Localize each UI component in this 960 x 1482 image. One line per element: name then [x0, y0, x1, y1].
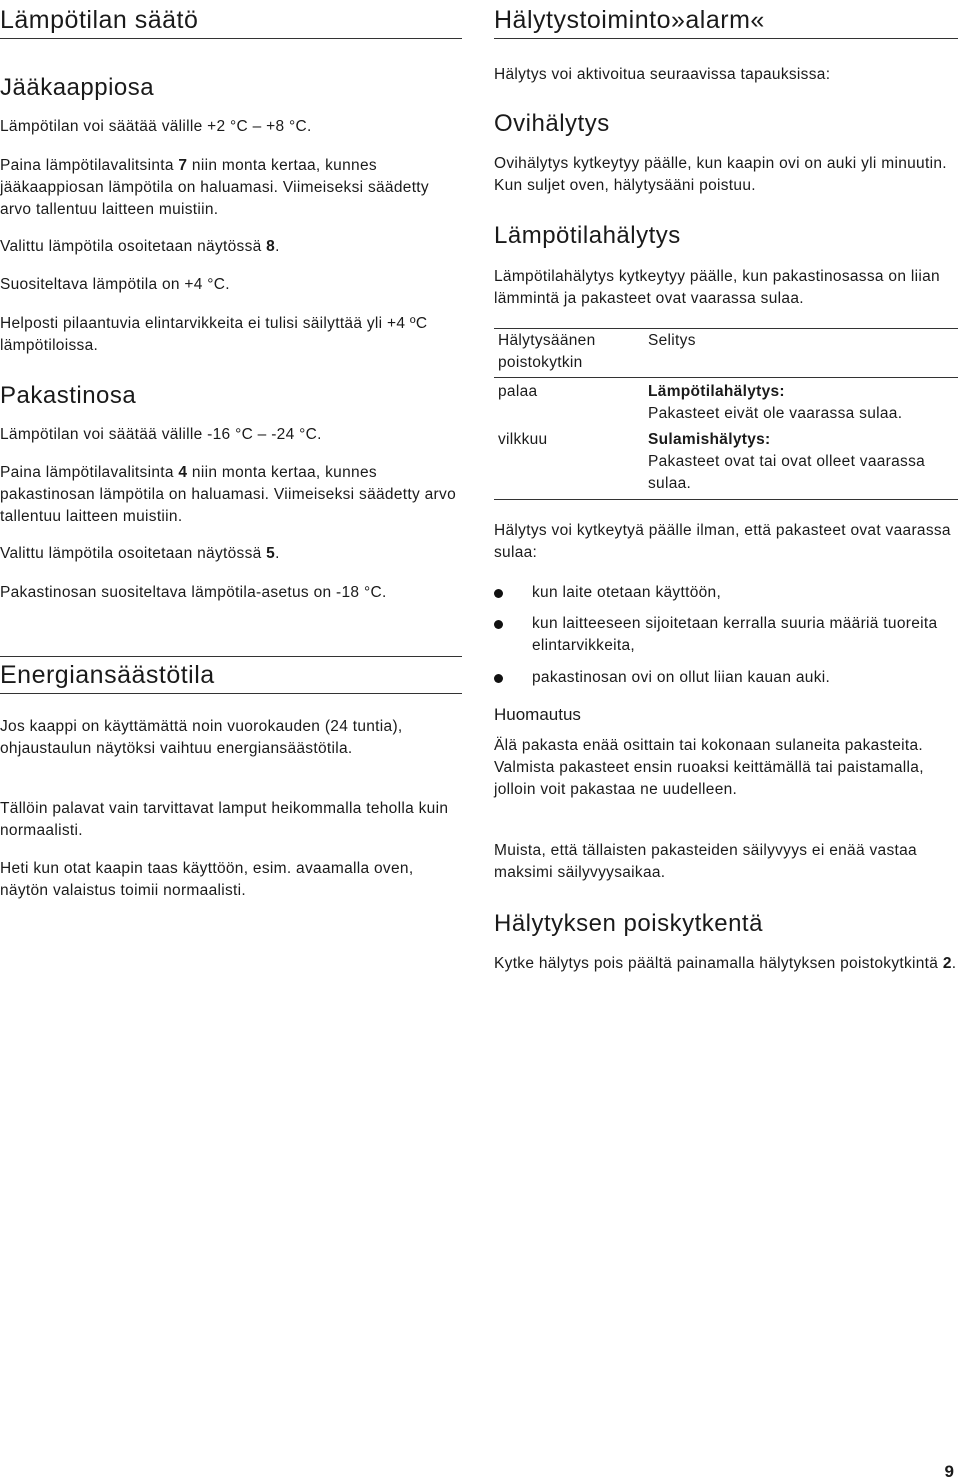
- alarm-cases-list: [494, 582, 958, 689]
- table-row: [494, 426, 958, 500]
- bullet-icon: [494, 674, 503, 683]
- page-number: 9: [944, 1462, 954, 1481]
- freezer-recommended: Pakastinosan suositeltava lämpötila-asetus on -18 °C.: [0, 584, 387, 601]
- freezer-range: Lämpötilan voi säätää välille -16 °C – -24 °C.: [0, 426, 322, 443]
- energy-paragraph-2: Tällöin palavat vain tarvittavat lamput heikommalla teholla kuin normaalisti.: [0, 800, 449, 839]
- bullet-icon: [494, 620, 503, 629]
- table-cell-explanation: [644, 426, 958, 500]
- freezer-display-number: 5: [266, 545, 276, 562]
- fridge-heading: Jääkaappiosa: [0, 74, 155, 101]
- section-title-temperature: Lämpötilan säätö: [0, 0, 462, 39]
- fridge-display-info: Valittu lämpötila osoitetaan näytössä 8.: [0, 238, 280, 255]
- freezer-display-info: Valittu lämpötila osoitetaan näytössä 5.: [0, 545, 280, 562]
- alarm-intro: Hälytys voi aktivoitua seuraavissa tapauksissa:: [494, 66, 831, 83]
- alarm-off-heading: Hälytyksen poiskytkentä: [494, 910, 763, 937]
- table-header-row: [494, 329, 958, 378]
- fridge-range: Lämpötilan voi säätää välille +2 °C – +8 °C.: [0, 118, 312, 135]
- fridge-recommended: Suositeltava lämpötila on +4 °C.: [0, 276, 230, 293]
- freezer-button-number: 4: [178, 464, 188, 481]
- door-alarm-heading: Ovihälytys: [494, 110, 610, 137]
- table-cell-state: palaa: [498, 383, 538, 400]
- alarm-table: [494, 328, 958, 500]
- explanation-text: Pakasteet eivät ole vaarassa sulaa.: [648, 405, 903, 422]
- alarm-without-danger: Hälytys voi kytkeytyä päälle ilman, että pakasteet ovat vaarassa sulaa:: [494, 522, 951, 561]
- temp-alarm-heading: Lämpötilahälytys: [494, 222, 681, 249]
- table-row: [494, 378, 958, 427]
- left-column: [0, 0, 462, 39]
- section-title-energy: Energiansäästötila: [0, 656, 462, 694]
- list-item: kun laitteeseen sijoitetaan kerralla suuria määriä tuoreita elintarvikkeita,: [494, 613, 958, 657]
- fridge-press-instruction: Paina lämpötilavalitsinta 7 niin monta kertaa, kunnes jääkaappiosan lämpötila on haluamasi. Viimeiseksi säädetty arvo tallentuu laitteen muistiin.: [0, 157, 429, 218]
- door-alarm-text: Ovihälytys kytkeytyy päälle, kun kaapin ovi on auki yli minuutin. Kun suljet oven, hälytysääni poistuu.: [494, 155, 947, 194]
- note-paragraph-1: Älä pakasta enää osittain tai kokonaan sulaneita pakasteita. Valmista pakasteet ensin ruoaksi keittämällä tai paistamalla, jolloin voit pakastaa ne uudelleen.: [494, 737, 924, 798]
- bullet-icon: [494, 589, 503, 598]
- explanation-title: Lämpötilahälytys:: [648, 383, 785, 400]
- explanation-text: Pakasteet ovat tai ovat olleet vaarassa sulaa.: [648, 453, 926, 492]
- temp-alarm-text: Lämpötilahälytys kytkeytyy päälle, kun pakastinosassa on liian lämmintä ja pakasteet ovat vaarassa sulaa.: [494, 268, 940, 307]
- freezer-heading: Pakastinosa: [0, 382, 137, 409]
- table-header-switch: Hälytysäänen poistokytkin: [494, 329, 644, 378]
- explanation-title: Sulamishälytys:: [648, 431, 771, 448]
- table-header-explanation: Selitys: [644, 329, 958, 378]
- section-title-alarm: Hälytystoiminto»alarm«: [494, 0, 958, 39]
- alarm-off-button-number: 2: [942, 955, 952, 972]
- energy-section: [0, 656, 462, 694]
- note-heading: Huomautus: [494, 705, 581, 724]
- energy-paragraph-1: Jos kaappi on käyttämättä noin vuorokauden (24 tuntia), ohjaustaulun näytöksi vaihtuu energiansäästötila.: [0, 718, 403, 757]
- fridge-button-number: 7: [178, 157, 188, 174]
- table-cell-explanation: [644, 378, 958, 427]
- note-paragraph-2: Muista, että tällaisten pakasteiden säilyvyys ei enää vastaa maksimi säilyvyysaikaa.: [494, 842, 917, 881]
- freezer-press-instruction: Paina lämpötilavalitsinta 4 niin monta kertaa, kunnes pakastinosan lämpötila on haluamasi. Viimeiseksi säädetty arvo tallentuu laitteen muistiin.: [0, 464, 456, 525]
- right-column: [494, 0, 958, 39]
- alarm-off-text: Kytke hälytys pois päältä painamalla hälytyksen poistokytkintä 2.: [494, 955, 957, 972]
- fridge-display-number: 8: [266, 238, 276, 255]
- list-item: pakastinosan ovi on ollut liian kauan auki.: [494, 667, 958, 689]
- list-item: kun laite otetaan käyttöön,: [494, 582, 958, 604]
- table-cell-state: vilkkuu: [494, 426, 644, 500]
- fridge-perishables: Helposti pilaantuvia elintarvikkeita ei tulisi säilyttää yli +4 ºC lämpötiloissa.: [0, 315, 428, 354]
- energy-paragraph-3: Heti kun otat kaapin taas käyttöön, esim. avaamalla oven, näytön valaistus toimii normaalisti.: [0, 860, 414, 899]
